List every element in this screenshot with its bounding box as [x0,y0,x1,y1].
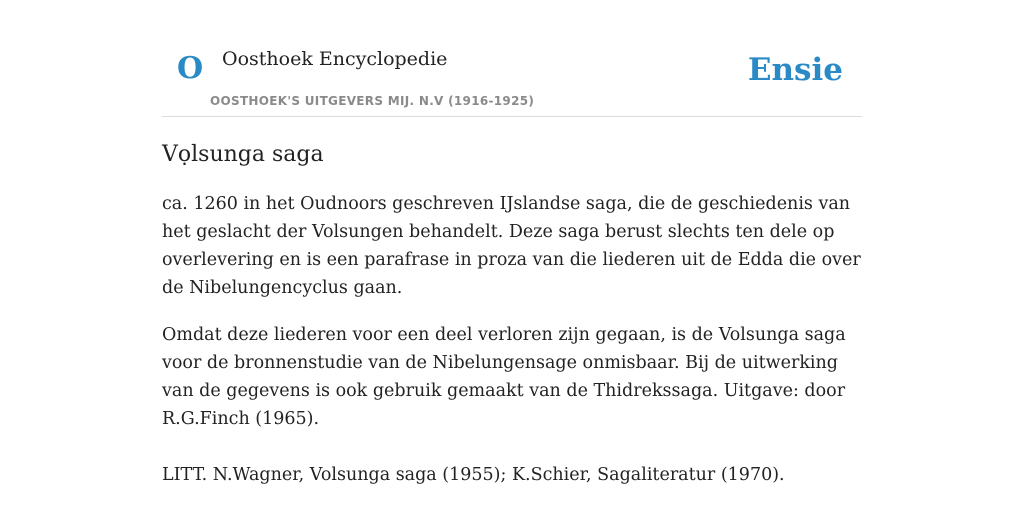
site-header [162,0,862,117]
publisher-subtitle: OOSTHOEK'S UITGEVERS MIJ. N.V (1916-1925) [210,94,535,108]
publication-title-link[interactable]: Oosthoek Encyclopedie [222,48,448,70]
article-paragraph: ca. 1260 in het Oudnoors geschreven IJslandse saga, die de geschiedenis van het geslacht der Volsungen behandelt. Deze saga berust slechts ten dele op overlevering en is een parafrase in proza van die liederen uit de Edda die over de Nibelungencyclus gaan. [162,194,861,298]
article [162,140,862,508]
literature-reference: LITT. N.Wagner, Volsunga saga (1955); K.Schier, Sagaliteratur (1970). [162,465,785,485]
article-paragraph: Omdat deze liederen voor een deel verloren zijn gegaan, is de Volsunga saga voor de bronnenstudie van de Nibelungensage onmisbaar. Bij de uitwerking van de gegevens is ook gebruik gemaakt van de Thidrekssaga. Uitgave: door R.G.Finch (1965). [162,325,846,429]
oosthoek-logo-icon: O [177,51,204,86]
article-title: Vọlsunga saga [162,142,324,167]
ensie-logo-link[interactable]: Ensie [747,52,843,88]
